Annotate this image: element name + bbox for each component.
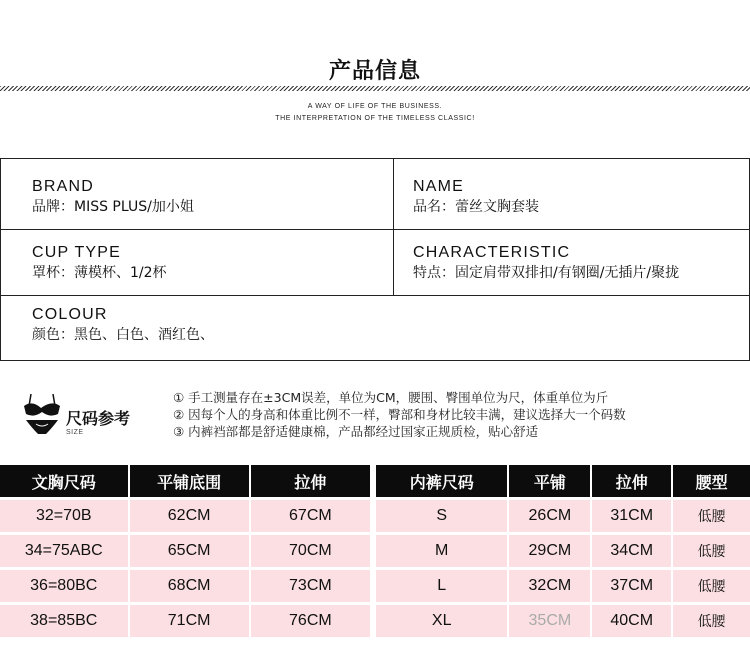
bra-size-cell: 34=75ABC [0, 532, 128, 567]
name-label: NAME [413, 178, 465, 195]
panty-flat-cell: 32CM [509, 567, 590, 602]
bra-stretch-cell: 76CM [251, 602, 370, 637]
panty-header-stretch: 拉伸 [592, 465, 671, 497]
brand-label: BRAND [32, 178, 95, 195]
table-row [0, 497, 370, 532]
panty-stretch-cell: 37CM [592, 567, 671, 602]
info-divider-h2 [1, 295, 749, 296]
panty-stretch-cell: 34CM [592, 532, 671, 567]
cup-type-value: 罩杯：薄模杯、1/2杯 [32, 265, 167, 281]
bra-band-cell: 68CM [130, 567, 249, 602]
panty-flat-cell: 35CM [509, 602, 590, 637]
characteristic-value: 特点：固定肩带双排扣/有钢圈/无插片/聚拢 [413, 265, 680, 281]
panty-waist-cell: 低腰 [673, 602, 750, 637]
bra-band-cell: 65CM [130, 532, 249, 567]
table-row [376, 567, 750, 602]
bra-size-cell: 36=80BC [0, 567, 128, 602]
header-hatch-divider [0, 86, 750, 91]
colour-value: 颜色：黑色、白色、酒红色、 [32, 327, 214, 343]
bra-stretch-cell: 67CM [251, 497, 370, 532]
bra-set-icon [22, 392, 62, 436]
bra-stretch-cell: 73CM [251, 567, 370, 602]
tagline-line-2: THE INTERPRETATION OF THE TIMELESS CLASSIC! [275, 115, 475, 122]
info-brand [1, 178, 393, 217]
panty-table-header-row [376, 465, 750, 497]
page-title: 产品信息 [328, 59, 421, 84]
name-value: 品名：蕾丝文胸套装 [413, 199, 539, 215]
bra-size-table [0, 465, 372, 637]
panty-waist-cell: 低腰 [673, 567, 750, 602]
table-row [376, 497, 750, 532]
bra-size-cell: 32=70B [0, 497, 128, 532]
panty-flat-cell: 26CM [509, 497, 590, 532]
bra-header-size: 文胸尺码 [0, 465, 128, 497]
product-info-box [0, 158, 750, 361]
panty-size-table [374, 465, 750, 637]
table-row [0, 532, 370, 567]
panty-size-cell: XL [376, 602, 507, 637]
bra-stretch-cell: 70CM [251, 532, 370, 567]
bra-band-cell: 62CM [130, 497, 249, 532]
panty-waist-cell: 低腰 [673, 532, 750, 567]
bra-band-cell: 71CM [130, 602, 249, 637]
panty-header-waist-type: 腰型 [673, 465, 750, 497]
info-colour [1, 306, 749, 345]
table-row [0, 567, 370, 602]
info-cup-type [1, 244, 393, 283]
size-notes [173, 389, 626, 440]
panty-header-size: 内裤尺码 [376, 465, 507, 497]
panty-flat-cell: 29CM [509, 532, 590, 567]
brand-value: 品牌：MISS PLUS/加小姐 [32, 199, 194, 215]
characteristic-label: CHARACTERISTIC [413, 244, 571, 261]
panty-size-cell: S [376, 497, 507, 532]
bra-table-header-row [0, 465, 370, 497]
bra-size-cell: 38=85BC [0, 602, 128, 637]
table-row [376, 602, 750, 637]
info-characteristic [391, 244, 747, 283]
size-chart-title: 尺码参考 [66, 409, 131, 428]
panty-size-cell: L [376, 567, 507, 602]
cup-type-label: CUP TYPE [32, 244, 122, 261]
panty-waist-cell: 低腰 [673, 497, 750, 532]
info-divider-h1 [1, 229, 749, 230]
size-note-1: ① 手工测量存在±3CM误差，单位为CM，腰围、臀围单位为尺，体重单位为斤 [173, 390, 609, 405]
panty-stretch-cell: 31CM [592, 497, 671, 532]
size-note-2: ② 因每个人的身高和体重比例不一样，臀部和身材比较丰满，建议选择大一个码数 [173, 407, 626, 422]
panty-stretch-cell: 40CM [592, 602, 671, 637]
bra-header-stretch: 拉伸 [251, 465, 370, 497]
tagline-line-1: A WAY OF LIFE OF THE BUSINESS. [307, 103, 443, 110]
panty-size-cell: M [376, 532, 507, 567]
size-chart-subtitle: SIZE [66, 429, 84, 436]
colour-label: COLOUR [32, 306, 108, 323]
panty-header-flat: 平铺 [509, 465, 590, 497]
info-name [391, 178, 747, 217]
table-row [0, 602, 370, 637]
size-note-3: ③ 内裤裆部都是舒适健康棉，产品都经过国家正规质检，贴心舒适 [173, 424, 539, 439]
table-row [376, 532, 750, 567]
bra-header-flat-band: 平铺底围 [130, 465, 249, 497]
